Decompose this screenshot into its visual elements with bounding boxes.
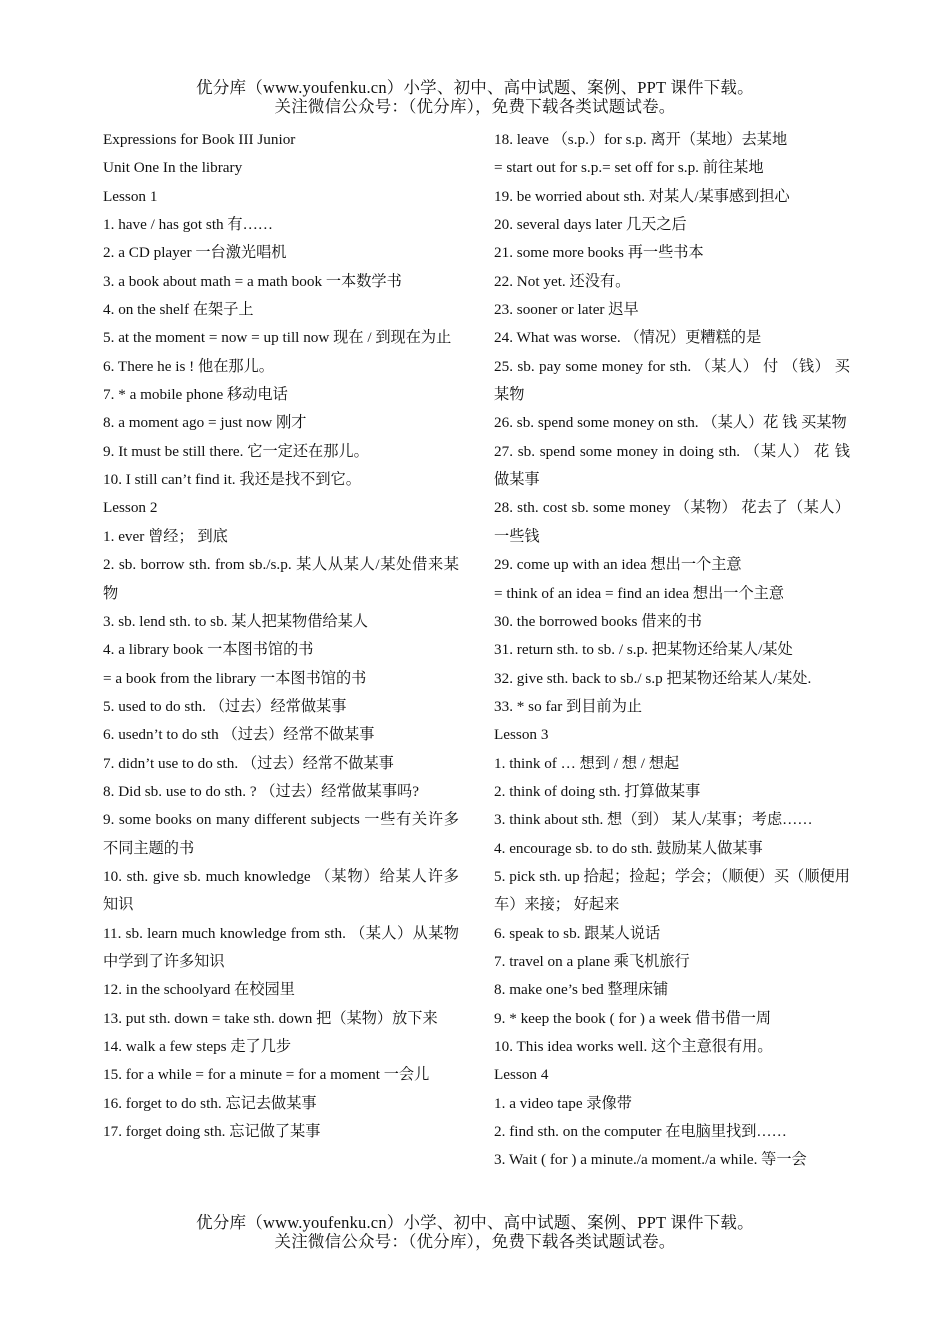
- expression-item: 10. sth. give sb. much knowledge （某物）给某人许多知识: [103, 867, 459, 914]
- expression-item: 30. the borrowed books 借来的书: [494, 612, 702, 630]
- expression-item: 18. leave （s.p.）for s.p. 离开（某地）去某地: [494, 131, 788, 148]
- expression-item: 5. at the moment = now = up till now 现在 / 到现在为止: [103, 329, 452, 347]
- expression-item: = a book from the library 一本图书馆的书: [103, 669, 367, 687]
- expression-item: 11. sb. learn much knowledge from sth. （某人）从某物中学到了许多知识: [103, 924, 459, 970]
- header-banner: [0, 78, 950, 116]
- expression-item: 27. sb. spend some money in doing sth. （某人） 花 钱 做某事: [494, 442, 850, 489]
- expression-item: 14. walk a few steps 走了几步: [103, 1038, 292, 1055]
- expression-item: 6. There he is ! 他在那儿。: [103, 357, 274, 375]
- expression-item: 1. think of … 想到 / 想 / 想起: [494, 754, 680, 772]
- expression-item: 3. Wait ( for ) a minute./a moment./a while. 等一会: [494, 1151, 807, 1169]
- unit-heading: Unit One In the library: [103, 159, 243, 177]
- expression-item: 33. * so far 到目前为止: [494, 697, 643, 715]
- expression-item: 31. return sth. to sb. / s.p. 把某物还给某人/某处: [494, 641, 793, 659]
- expression-item: 29. come up with an idea 想出一个主意: [494, 556, 742, 574]
- expression-item: = start out for s.p.= set off for s.p. 前往某地: [494, 159, 764, 177]
- header-line-2: 关注微信公众号：（优分库），免费下载各类试题试卷。: [274, 97, 676, 116]
- expression-item: 22. Not yet. 还没有。: [494, 272, 631, 290]
- expression-item: 7. travel on a plane 乘飞机旅行: [494, 952, 690, 970]
- footer-line-1: 优分库（www.youfenku.cn）小学、初中、高中试题、案例、PPT 课件下载。: [196, 1213, 754, 1232]
- expression-item: 5. used to do sth. （过去）经常做某事: [103, 697, 347, 715]
- expression-item: 19. be worried about sth. 对某人/某事感到担心: [494, 187, 790, 205]
- expression-item: 1. ever 曾经； 到底: [103, 527, 228, 545]
- lesson-heading: Lesson 3: [494, 726, 549, 744]
- expression-item: 20. several days later 几天之后: [494, 216, 687, 234]
- expression-item: 2. think of doing sth. 打算做某事: [494, 782, 701, 800]
- expression-item: = think of an idea = find an idea 想出一个主意: [494, 584, 785, 602]
- footer-banner: [0, 1213, 950, 1251]
- header-line-1: 优分库（www.youfenku.cn）小学、初中、高中试题、案例、PPT 课件下载。: [196, 78, 754, 97]
- expression-item: 26. sb. spend some money on sth. （某人）花 钱 买某物: [494, 414, 847, 432]
- expression-item: 5. pick sth. up 拾起；捡起；学会；（顺便）买（顺便用车）来接； 好起来: [494, 867, 850, 914]
- expression-item: 1. a video tape 录像带: [494, 1094, 632, 1112]
- expression-item: 13. put sth. down = take sth. down 把（某物）放下来: [103, 1009, 438, 1027]
- expression-item: 32. give sth. back to sb./ s.p 把某物还给某人/某处.: [494, 669, 812, 687]
- expression-item: 4. a library book 一本图书馆的书: [103, 641, 314, 659]
- expression-item: 9. some books on many different subjects 一些有关许多不同主题的书: [103, 811, 459, 857]
- expression-item: 4. on the shelf 在架子上: [103, 301, 254, 319]
- expression-item: 8. make one’s bed 整理床铺: [494, 981, 669, 999]
- lesson-heading: Lesson 4: [494, 1066, 549, 1084]
- expression-item: 17. forget doing sth. 忘记做了某事: [103, 1123, 321, 1141]
- expression-item: 24. What was worse. （情况）更糟糕的是: [494, 329, 762, 347]
- expression-item: 25. sb. pay some money for sth. （某人） 付 （钱） 买某物: [494, 357, 850, 404]
- lesson-heading: Lesson 1: [103, 187, 158, 205]
- expression-item: 28. sth. cost sb. some money （某物） 花去了（某人）一些钱: [494, 499, 850, 545]
- expression-item: 9. It must be still there. 它一定还在那儿。: [103, 442, 369, 460]
- expression-item: 3. think about sth. 想（到） 某人/某事；考虑……: [494, 811, 813, 829]
- expression-item: 2. find sth. on the computer 在电脑里找到……: [494, 1123, 787, 1141]
- expression-item: 23. sooner or later 迟早: [494, 301, 639, 319]
- document-title: Expressions for Book III Junior: [103, 131, 296, 148]
- expression-item: 10. I still can’t find it. 我还是找不到它。: [103, 471, 361, 489]
- expression-item: 21. some more books 再一些书本: [494, 244, 704, 262]
- expression-item: 8. a moment ago = just now 刚才: [103, 414, 307, 432]
- expression-item: 8. Did sb. use to do sth. ? （过去）经常做某事吗?: [103, 782, 419, 800]
- left-column: [103, 126, 459, 1146]
- expression-item: 6. usedn’t to do sth （过去）经常不做某事: [103, 726, 375, 744]
- expression-item: 15. for a while = for a minute = for a moment 一会儿: [103, 1066, 430, 1084]
- expression-item: 10. This idea works well. 这个主意很有用。: [494, 1038, 773, 1055]
- expression-item: 2. sb. borrow sth. from sb./s.p. 某人从某人/某处借来某物: [103, 556, 459, 602]
- expression-item: 7. * a mobile phone 移动电话: [103, 386, 288, 404]
- expression-item: 6. speak to sb. 跟某人说话: [494, 924, 661, 942]
- expression-item: 4. encourage sb. to do sth. 鼓励某人做某事: [494, 839, 763, 857]
- expression-item: 1. have / has got sth 有……: [103, 216, 273, 234]
- expression-item: 2. a CD player 一台激光唱机: [103, 244, 287, 262]
- expression-item: 7. didn’t use to do sth. （过去）经常不做某事: [103, 754, 394, 772]
- expression-item: 3. a book about math = a math book 一本数学书: [103, 272, 402, 290]
- expression-item: 3. sb. lend sth. to sb. 某人把某物借给某人: [103, 612, 368, 630]
- lesson-heading: Lesson 2: [103, 499, 158, 517]
- expression-item: 12. in the schoolyard 在校园里: [103, 981, 295, 999]
- expression-item: 9. * keep the book ( for ) a week 借书借一周: [494, 1009, 772, 1027]
- expression-item: 16. forget to do sth. 忘记去做某事: [103, 1094, 317, 1112]
- right-column: [494, 126, 850, 1175]
- footer-line-2: 关注微信公众号：（优分库），免费下载各类试题试卷。: [274, 1232, 676, 1251]
